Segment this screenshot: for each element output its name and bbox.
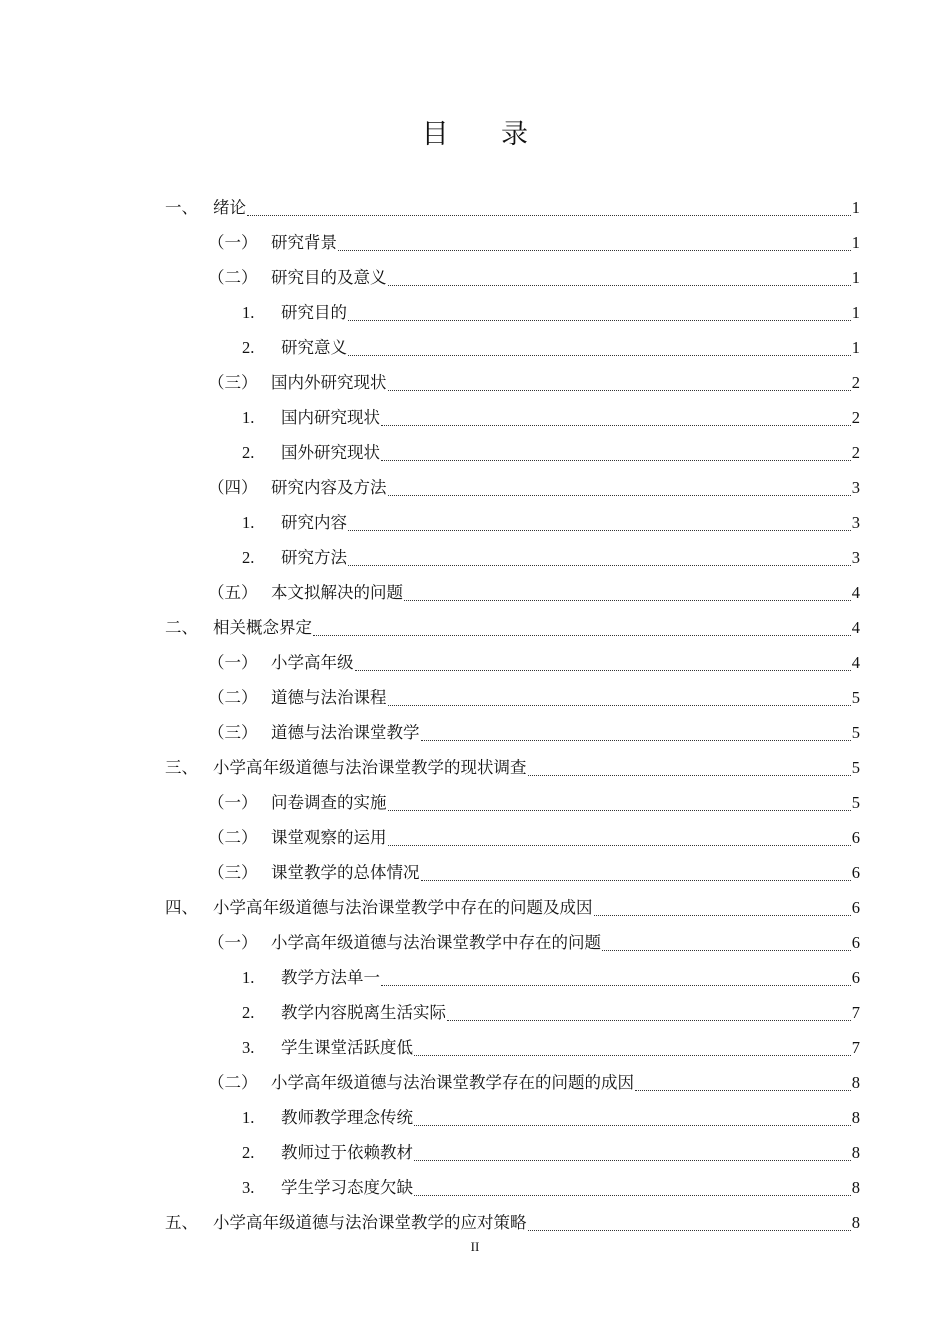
- toc-entry[interactable]: [208, 225, 860, 260]
- toc-entry-number: 2.: [242, 548, 255, 567]
- toc-entry-title: 道德与法治课堂教学: [271, 723, 420, 742]
- toc-entry-number: 1.: [242, 1108, 255, 1127]
- toc-entry-page: 8: [851, 1178, 860, 1197]
- toc-entry-title: 研究方法: [281, 548, 347, 567]
- toc-dot-leader: [338, 250, 851, 251]
- toc-dot-leader: [247, 215, 851, 216]
- toc-entry-number: 2.: [242, 1003, 255, 1022]
- toc-entry-page: 1: [851, 233, 860, 252]
- toc-dot-leader: [388, 495, 851, 496]
- toc-entry[interactable]: [208, 260, 860, 295]
- toc-dot-leader: [388, 285, 851, 286]
- toc-entry-title: 研究目的及意义: [271, 268, 387, 287]
- toc-entry-number: 二、: [165, 618, 198, 637]
- toc-entry-page: 8: [851, 1213, 860, 1232]
- toc-entry-number: （二）: [208, 268, 258, 287]
- toc-dot-leader: [388, 810, 851, 811]
- toc-entry-title: 小学高年级道德与法治课堂教学中存在的问题及成因: [213, 898, 593, 917]
- toc-dot-leader: [414, 1195, 851, 1196]
- toc-entry-page: 6: [851, 968, 860, 987]
- toc-dot-leader: [404, 600, 851, 601]
- toc-entry[interactable]: [208, 925, 860, 960]
- toc-entry[interactable]: [242, 1100, 860, 1135]
- toc-entry-page: 5: [851, 793, 860, 812]
- toc-entry[interactable]: [242, 505, 860, 540]
- toc-entry-number: 四、: [165, 898, 198, 917]
- toc-entry[interactable]: [208, 1065, 860, 1100]
- toc-entry-page: 8: [851, 1108, 860, 1127]
- toc-entry-page: 2: [851, 373, 860, 392]
- toc-entry[interactable]: [165, 750, 860, 785]
- toc-title-char-2: 录: [501, 119, 529, 150]
- toc-entry-title: 国内外研究现状: [271, 373, 387, 392]
- toc-entry[interactable]: [242, 1030, 860, 1065]
- toc-entry-title: 道德与法治课程: [271, 688, 387, 707]
- toc-entry-number: 1.: [242, 303, 255, 322]
- toc-entry-page: 6: [851, 898, 860, 917]
- toc-dot-leader: [348, 530, 851, 531]
- toc-entry-page: 1: [851, 338, 860, 357]
- toc-entry-number: 一、: [165, 198, 198, 217]
- toc-dot-leader: [635, 1090, 851, 1091]
- toc-entry[interactable]: [208, 365, 860, 400]
- toc-entry-page: 7: [851, 1003, 860, 1022]
- toc-entry-title: 小学高年级: [271, 653, 354, 672]
- toc-dot-leader: [388, 705, 851, 706]
- toc-entry-number: 2.: [242, 338, 255, 357]
- toc-entry-title: 研究内容: [281, 513, 347, 532]
- toc-dot-leader: [381, 460, 851, 461]
- toc-dot-leader: [388, 390, 851, 391]
- toc-entry-title: 学生学习态度欠缺: [281, 1178, 413, 1197]
- toc-entry-page: 4: [851, 583, 860, 602]
- toc-dot-leader: [421, 740, 851, 741]
- toc-entry-title: 国内研究现状: [281, 408, 380, 427]
- toc-entry-title: 绪论: [213, 198, 246, 217]
- toc-entry-number: （一）: [208, 653, 258, 672]
- toc-entry[interactable]: [165, 890, 860, 925]
- toc-entry-page: 6: [851, 863, 860, 882]
- toc-entry-page: 1: [851, 268, 860, 287]
- toc-entry[interactable]: [208, 680, 860, 715]
- toc-dot-leader: [447, 1020, 851, 1021]
- toc-entry-title: 课堂观察的运用: [271, 828, 387, 847]
- toc-entry[interactable]: [208, 855, 860, 890]
- toc-entry-page: 3: [851, 478, 860, 497]
- toc-entry-page: 4: [851, 653, 860, 672]
- toc-entry[interactable]: [242, 540, 860, 575]
- toc-dot-leader: [348, 565, 851, 566]
- toc-entry-number: （四）: [208, 478, 258, 497]
- toc-dot-leader: [388, 845, 851, 846]
- toc-entry[interactable]: [208, 645, 860, 680]
- toc-entry-page: 2: [851, 443, 860, 462]
- toc-dot-leader: [602, 950, 851, 951]
- toc-entry[interactable]: [165, 610, 860, 645]
- toc-entry[interactable]: [242, 295, 860, 330]
- toc-entry-number: （三）: [208, 723, 258, 742]
- toc-entry-title: 教师教学理念传统: [281, 1108, 413, 1127]
- toc-entry[interactable]: [242, 995, 860, 1030]
- toc-entry-page: 6: [851, 933, 860, 952]
- toc-entry-page: 5: [851, 688, 860, 707]
- toc-entry-number: （一）: [208, 933, 258, 952]
- toc-entry-number: （一）: [208, 233, 258, 252]
- toc-entry-number: 1.: [242, 968, 255, 987]
- toc-entry-title: 研究意义: [281, 338, 347, 357]
- toc-entry[interactable]: [242, 960, 860, 995]
- toc-entry[interactable]: [208, 785, 860, 820]
- toc-entry-title: 相关概念界定: [213, 618, 312, 637]
- toc-entry-page: 8: [851, 1143, 860, 1162]
- toc-entry-title: 教学内容脱离生活实际: [281, 1003, 446, 1022]
- toc-entry-title: 研究内容及方法: [271, 478, 387, 497]
- toc-entry-page: 8: [851, 1073, 860, 1092]
- toc-entry-title: 学生课堂活跃度低: [281, 1038, 413, 1057]
- toc-entry-number: 3.: [242, 1038, 255, 1057]
- toc-entry[interactable]: [165, 190, 860, 225]
- toc-entry-number: （二）: [208, 828, 258, 847]
- page-footer-number: II: [470, 1239, 480, 1254]
- toc-dot-leader: [594, 915, 851, 916]
- toc-entry[interactable]: [242, 435, 860, 470]
- toc-entry-number: （三）: [208, 863, 258, 882]
- toc-dot-leader: [381, 425, 851, 426]
- toc-entry-number: （二）: [208, 688, 258, 707]
- toc-entry-page: 3: [851, 548, 860, 567]
- toc-entry-title: 小学高年级道德与法治课堂教学存在的问题的成因: [271, 1073, 634, 1092]
- toc-entry-number: （三）: [208, 373, 258, 392]
- toc-entry-page: 5: [851, 758, 860, 777]
- toc-entry-title: 小学高年级道德与法治课堂教学中存在的问题: [271, 933, 601, 952]
- toc-entry-page: 1: [851, 198, 860, 217]
- toc-entry-title: 问卷调查的实施: [271, 793, 387, 812]
- toc-entry[interactable]: [208, 715, 860, 750]
- toc-entry-page: 5: [851, 723, 860, 742]
- toc-entry-number: 三、: [165, 758, 198, 777]
- toc-dot-leader: [348, 355, 851, 356]
- toc-entry-number: 1.: [242, 513, 255, 532]
- toc-entry[interactable]: [242, 330, 860, 365]
- toc-entry[interactable]: [242, 1135, 860, 1170]
- toc-entry-number: 3.: [242, 1178, 255, 1197]
- toc-entry-page: 1: [851, 303, 860, 322]
- toc-dot-leader: [313, 635, 851, 636]
- toc-entry[interactable]: [242, 1170, 860, 1205]
- toc-entry[interactable]: [208, 575, 860, 610]
- toc-entry-number: 2.: [242, 443, 255, 462]
- toc-entry-number: （五）: [208, 583, 258, 602]
- toc-entry[interactable]: [242, 400, 860, 435]
- toc-entry-title: 课堂教学的总体情况: [271, 863, 420, 882]
- toc-entry[interactable]: [208, 470, 860, 505]
- toc-dot-leader: [414, 1055, 851, 1056]
- toc-entry-title: 研究目的: [281, 303, 347, 322]
- toc-dot-leader: [355, 670, 851, 671]
- toc-entry-page: 3: [851, 513, 860, 532]
- toc-title: [0, 112, 950, 151]
- toc-dot-leader: [528, 1230, 851, 1231]
- toc-dot-leader: [421, 880, 851, 881]
- toc-entry-title: 本文拟解决的问题: [271, 583, 403, 602]
- toc-title-char-1: 目: [421, 119, 449, 150]
- toc-dot-leader: [414, 1160, 851, 1161]
- toc-entry-title: 国外研究现状: [281, 443, 380, 462]
- toc-entry-title: 教师过于依赖教材: [281, 1143, 413, 1162]
- toc-entry-page: 4: [851, 618, 860, 637]
- toc-entry-number: 2.: [242, 1143, 255, 1162]
- toc-entry-page: 7: [851, 1038, 860, 1057]
- toc-entry[interactable]: [165, 1205, 860, 1240]
- toc-entry-title: 教学方法单一: [281, 968, 380, 987]
- toc-entry-number: （一）: [208, 793, 258, 812]
- toc-dot-leader: [381, 985, 851, 986]
- toc-entry-number: 五、: [165, 1213, 198, 1232]
- toc-dot-leader: [348, 320, 851, 321]
- toc-entry-number: 1.: [242, 408, 255, 427]
- toc-entry-page: 6: [851, 828, 860, 847]
- toc-entry-title: 小学高年级道德与法治课堂教学的现状调查: [213, 758, 527, 777]
- toc-dot-leader: [528, 775, 851, 776]
- toc-entry[interactable]: [208, 820, 860, 855]
- toc-entry-title: 小学高年级道德与法治课堂教学的应对策略: [213, 1213, 527, 1232]
- toc-entry-title: 研究背景: [271, 233, 337, 252]
- toc-entry-page: 2: [851, 408, 860, 427]
- toc-entry-number: （二）: [208, 1073, 258, 1092]
- toc-dot-leader: [414, 1125, 851, 1126]
